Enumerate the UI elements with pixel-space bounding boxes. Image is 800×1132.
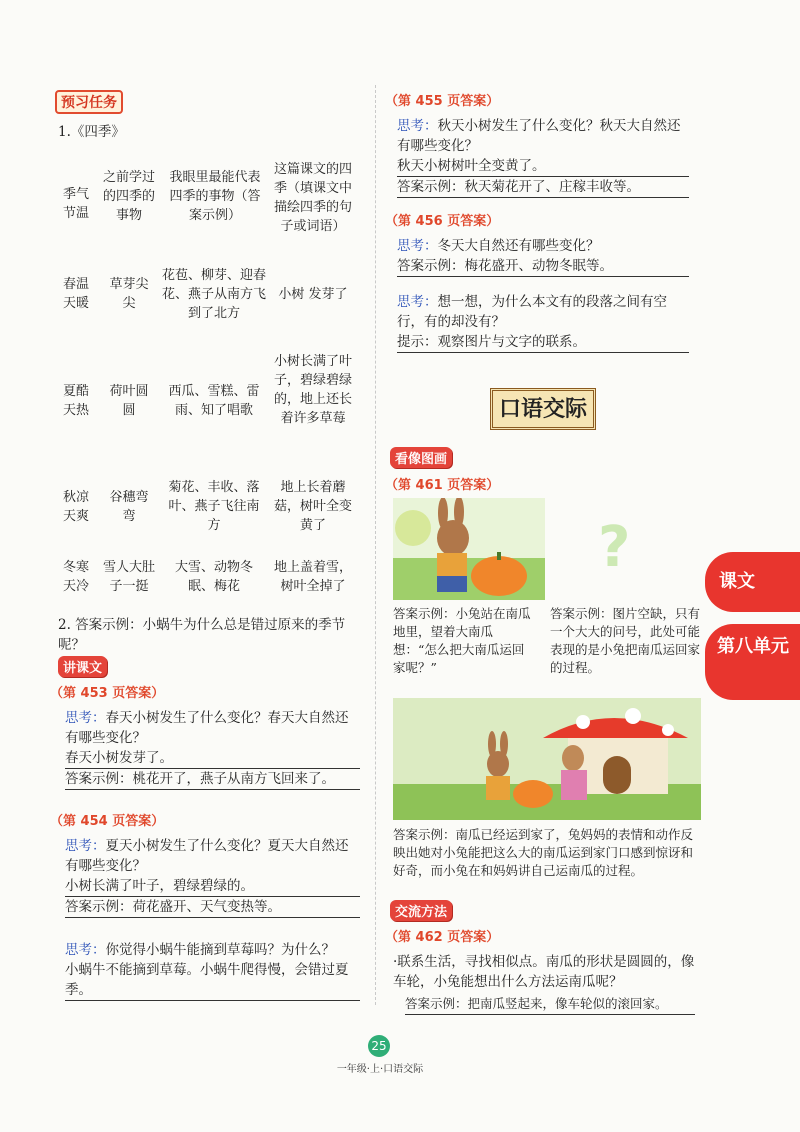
- answer-line: 秋天小树树叶全变黄了。: [397, 156, 689, 177]
- page-number-badge: 25: [368, 1035, 390, 1057]
- answer-line: 春天小树发芽了。: [65, 748, 360, 769]
- answer-453-block: [65, 708, 360, 790]
- answer-456-block: [397, 236, 689, 277]
- question-text: 想一想，为什么本文有的段落之间有空行，有的却没有？: [397, 294, 667, 330]
- row-summer-text: 小树长满了叶子，碧绿碧绿的，地上还长着许多草莓: [273, 354, 352, 426]
- think-label: 思考：: [397, 118, 438, 134]
- side-tab-lesson[interactable]: 课文: [705, 552, 800, 612]
- answer-line: 小树长满了叶子，碧绿碧绿的。: [65, 876, 360, 897]
- lecture-tag: 讲课文: [58, 656, 107, 677]
- section-title-oral: 口语交际: [490, 388, 596, 430]
- think-label: 思考：: [65, 942, 106, 958]
- answer-example-line: 答案示例：荷花盛开、天气变热等。: [65, 897, 360, 918]
- question-text: 秋天小树发生了什么变化？秋天大自然还有哪些变化？: [397, 118, 681, 154]
- row-winter-text: 地上盖着雪，树叶全掉了: [273, 560, 352, 594]
- answer-462-title: （第 462 页答案）: [385, 930, 500, 945]
- answer-454-title: （第 454 页答案）: [50, 814, 165, 829]
- answer-454-block: [65, 836, 360, 918]
- question-text: 夏天小树发生了什么变化？夏天大自然还有哪些变化？: [65, 838, 349, 874]
- answer-462-example: 答案示例：把南瓜竖起来，像车轮似的滚回家。: [405, 994, 695, 1015]
- row-spring-mine: 花苞、柳芽、迎春花、燕子从南方飞到了北方: [161, 268, 266, 321]
- question-text: 你觉得小蜗牛能摘到草莓吗？为什么？: [105, 942, 335, 958]
- caption-picture-2: 答案示例：图片空缺，只有一个大大的问号，此处可能表现的是小兔把南瓜运回家的过程。: [550, 606, 701, 675]
- answer-example-line: 答案示例：秋天菊花开了、庄稼丰收等。: [397, 177, 689, 198]
- hint-line: 提示：观察图片与文字的联系。: [397, 332, 689, 353]
- answer-462-bullet: ·联系生活，寻找相似点。南瓜的形状是圆圆的，像车轮，小兔能想出什么方法运南瓜呢？: [393, 954, 695, 990]
- think-label: 思考：: [65, 710, 106, 726]
- question-text: 冬天大自然还有哪些变化？: [437, 238, 600, 254]
- row-winter-mine: 大雪、动物冬眠、梅花: [174, 560, 253, 594]
- answer-455-block: [397, 116, 689, 198]
- row-winter-season: 冬寒天冷: [62, 560, 89, 594]
- answer-456-title: （第 456 页答案）: [385, 214, 500, 229]
- item-2: 2. 答案示例：小蜗牛为什么总是错过原来的季节呢？: [58, 617, 346, 653]
- question-mark-placeholder: ?: [598, 515, 631, 580]
- side-tab-unit[interactable]: 第八单元: [705, 624, 800, 700]
- caption-picture-3: 答案示例：南瓜已经运到家了，兔妈妈的表情和动作反映出她对小兔能把这么大的南瓜运到家门口感到惊讶和好奇，而小兔在和妈妈讲自己运南瓜的过程。: [393, 827, 694, 878]
- answer-461-title: （第 461 页答案）: [385, 478, 500, 493]
- table-header-past: 之前学过的四季的事物: [102, 170, 155, 223]
- method-tag: 交流方法: [390, 900, 452, 921]
- table-header-mine: 我眼里最能代表四季的事物（答案示例）: [169, 170, 261, 223]
- mushroom-house-illustration: [393, 698, 701, 820]
- question-text: 春天小树发生了什么变化？春天大自然还有哪些变化？: [65, 710, 349, 746]
- answer-455-title: （第 455 页答案）: [385, 94, 500, 109]
- row-spring-text: 小树 发芽了: [278, 287, 348, 302]
- column-divider: [375, 85, 376, 1005]
- think-blank-lines-block: [397, 292, 689, 353]
- item-1-title: 1.《四季》: [58, 124, 125, 140]
- row-summer-mine: 西瓜、雪糕、雷雨、知了唱歌: [168, 384, 260, 418]
- rabbit-pumpkin-illustration: [393, 498, 545, 600]
- picture-tag: 看像图画: [390, 447, 452, 468]
- answer-example-line: 答案示例：桃花开了，燕子从南方飞回来了。: [65, 769, 360, 790]
- answer-453-title: （第 453 页答案）: [50, 686, 165, 701]
- row-winter-past: 雪人大肚子一挺: [102, 560, 155, 594]
- think-label: 思考：: [397, 294, 438, 310]
- think-label: 思考：: [397, 238, 438, 254]
- answer-example-line: 答案示例：梅花盛开、动物冬眠等。: [397, 256, 689, 277]
- footer-caption: 一年级·上·口语交际: [336, 1064, 424, 1075]
- row-autumn-text: 地上长着蘑菇，树叶全变黄了: [273, 480, 352, 533]
- row-autumn-season: 秋凉天爽: [62, 490, 89, 524]
- table-header-text: 这篇课文的四季（填课文中描绘四季的句子或词语）: [273, 162, 352, 234]
- row-summer-past: 荷叶圆圆: [109, 384, 149, 418]
- think-label: 思考：: [65, 838, 106, 854]
- answer-line: 小蜗牛不能摘到草莓。小蜗牛爬得慢，会错过夏季。: [65, 960, 360, 1001]
- row-autumn-mine: 菊花、丰收、落叶、燕子飞往南方: [168, 480, 260, 533]
- row-spring-season: 春温天暖: [62, 277, 89, 311]
- row-spring-past: 草芽尖尖: [109, 277, 149, 311]
- preview-task-tag: 预习任务: [55, 90, 123, 114]
- table-header-season: 季气节温: [62, 187, 89, 221]
- row-autumn-past: 谷穗弯弯: [109, 490, 149, 524]
- row-summer-season: 夏酷天热: [62, 384, 89, 418]
- caption-picture-1: 答案示例：小兔站在南瓜地里，望着大南瓜想：“怎么把大南瓜运回家呢？”: [393, 606, 531, 675]
- think-strawberry-block: [65, 940, 360, 1001]
